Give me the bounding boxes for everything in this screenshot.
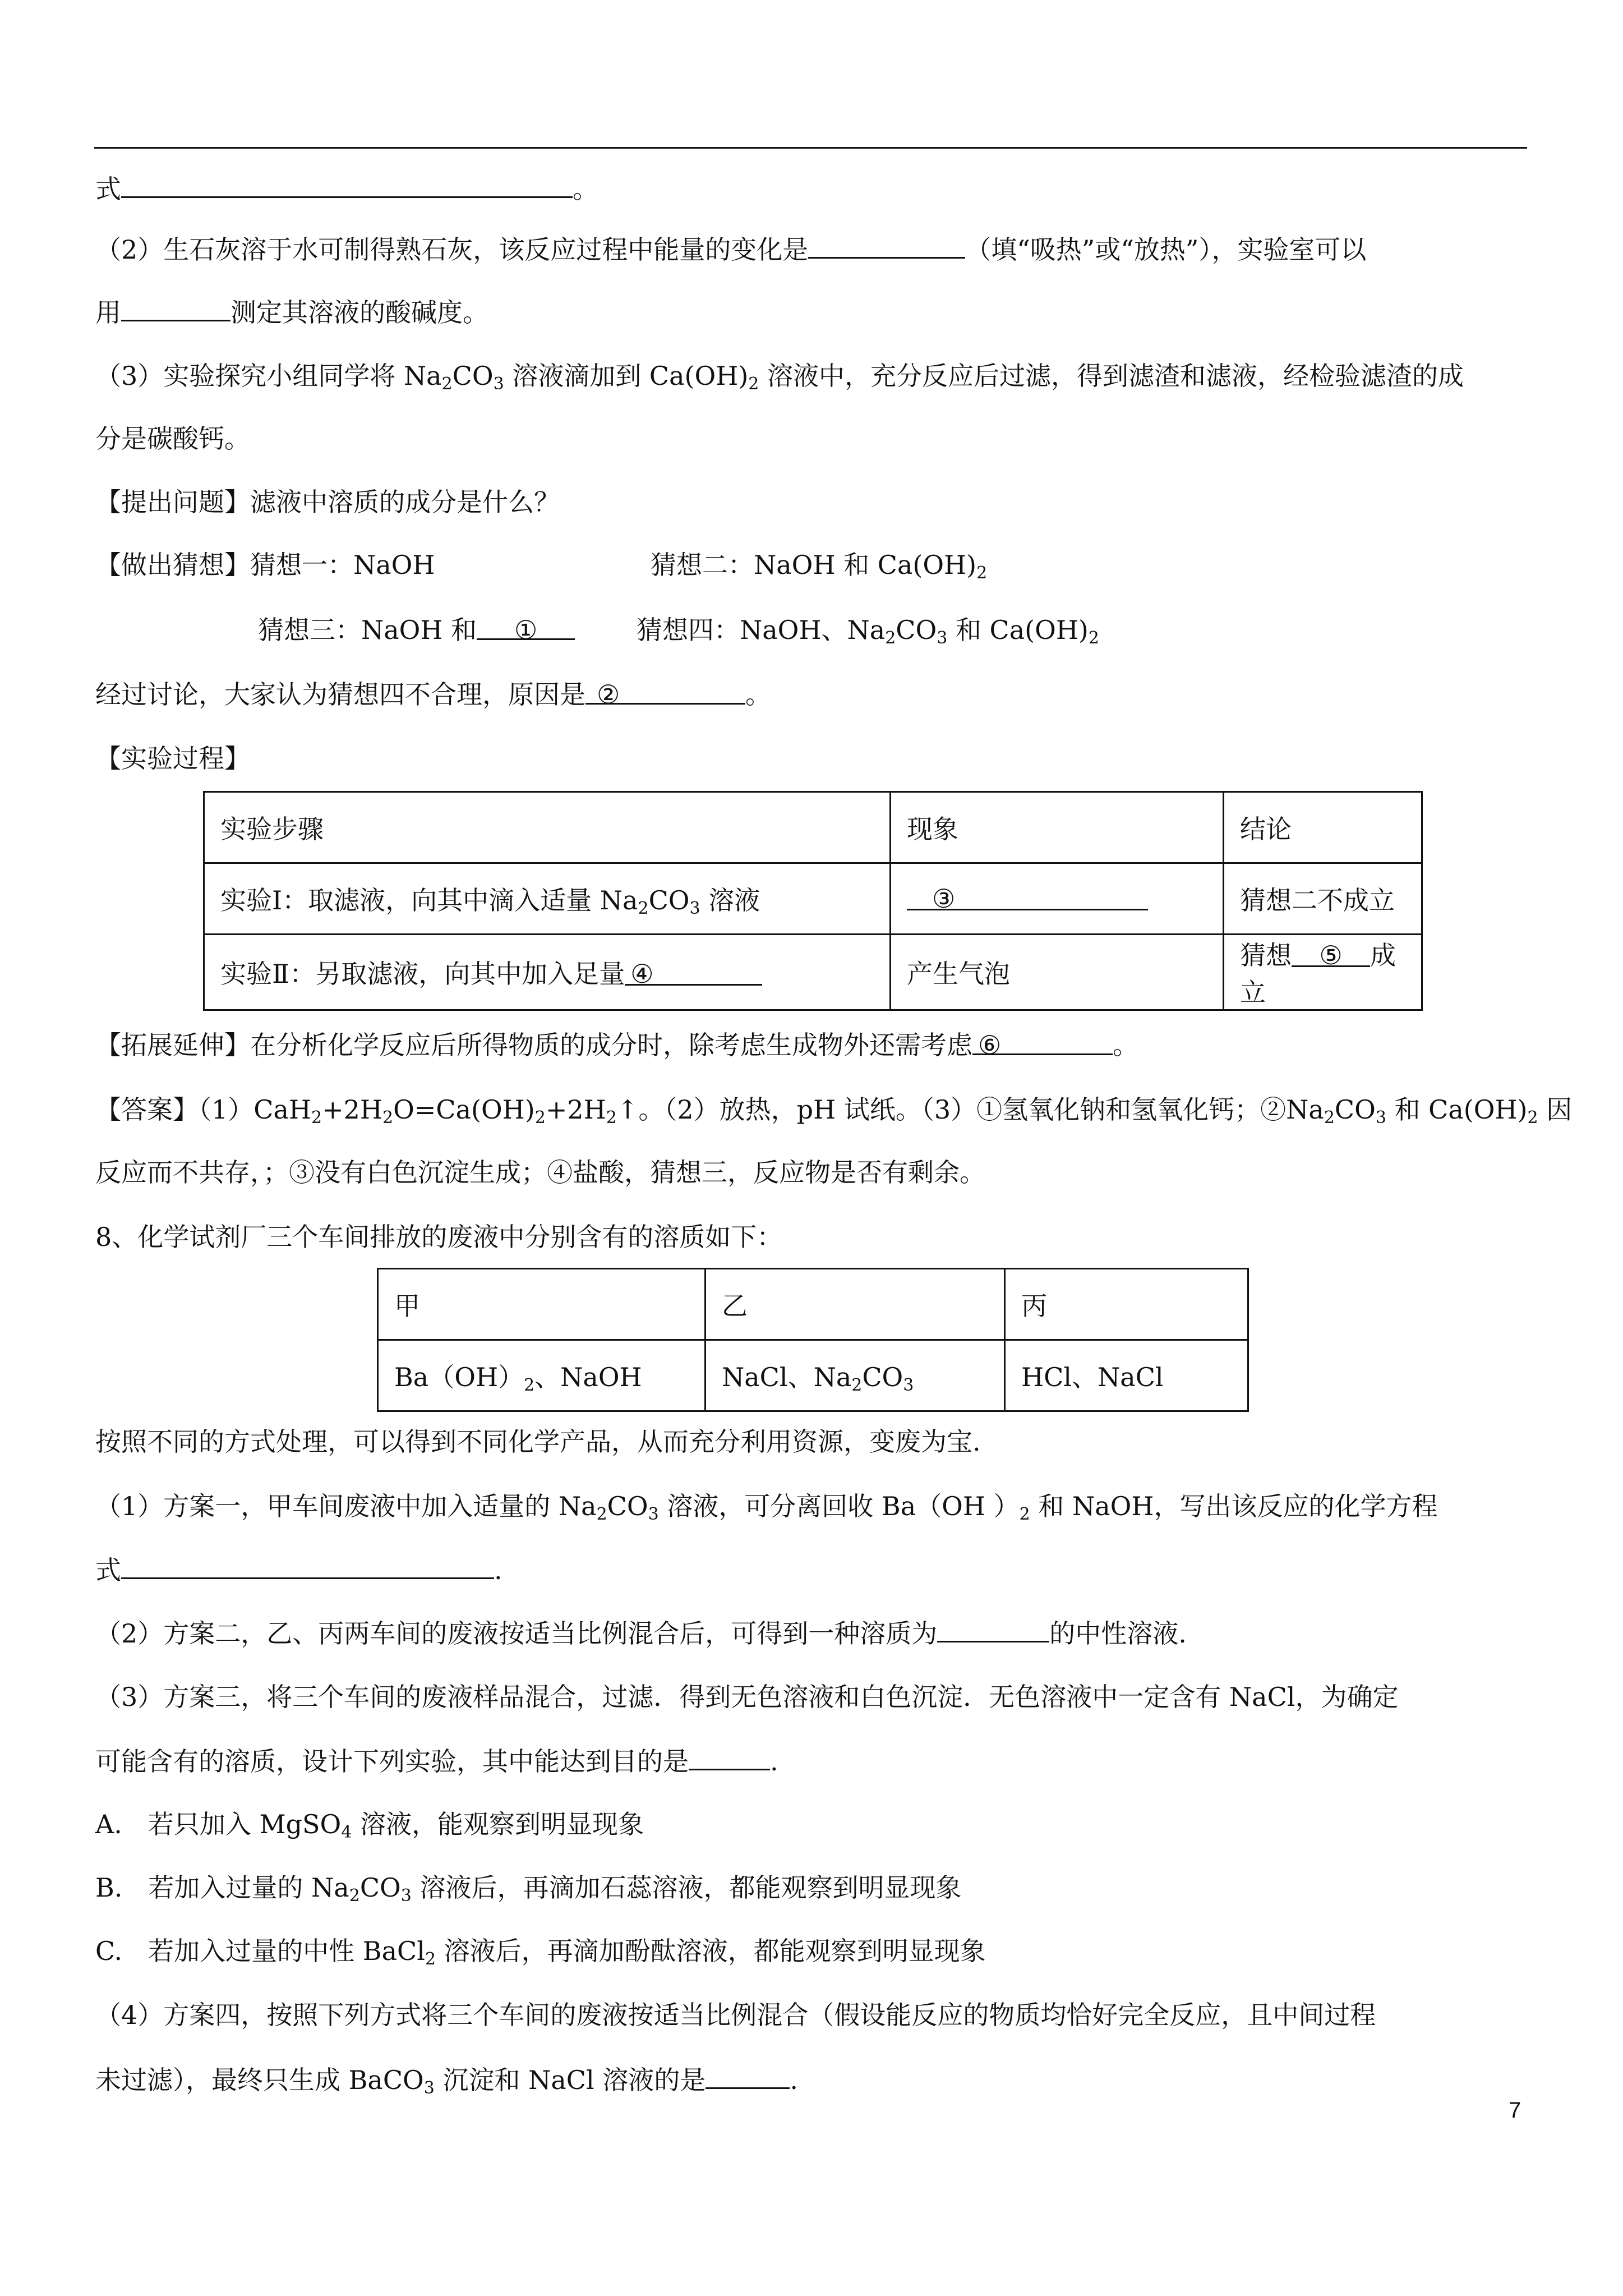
answer-blank xyxy=(121,171,573,198)
text-line xyxy=(95,678,1531,711)
guess-four: 猜想四：NaOH、$Na_2CO_3$ 和 $Ca(OH)_2$ xyxy=(637,615,1099,648)
option-c: C. 若加入过量的中性 BaCl$_2$ 溶液后，再滴加酚酞溶液，都能观察到明显现象 xyxy=(95,1936,986,1969)
table-cell: HCl、NaCl xyxy=(1005,1340,1248,1411)
subscript: 2 xyxy=(748,374,759,394)
text: 溶液滴加到 Ca(OH) xyxy=(504,361,749,391)
text: 。 xyxy=(745,679,771,710)
text-line: 可能含有的溶质，设计下列实验，其中能达到目的是 . xyxy=(95,1743,1531,1778)
text: 经过讨论，大家认为猜想四不合理，原因是 xyxy=(95,679,585,710)
table-row xyxy=(204,935,1422,1010)
text: 溶液中，充分反应后过滤，得到滤渣和滤液，经检验滤渣的成 xyxy=(759,361,1464,391)
table-cell: 产生气泡 xyxy=(891,935,1224,1010)
answer-line: 反应而不共存，；③没有白色沉淀生成；④盐酸，猜想三，反应物是否有剩余。 xyxy=(95,1157,985,1188)
table-cell: 实验Ⅱ：另取滤液，向其中加入足量 ④ xyxy=(204,935,891,1010)
answer-blank-3: ③ xyxy=(907,884,1148,910)
table-cell: NaCl、$Na_2CO_3$ xyxy=(706,1340,1005,1411)
text: 。 xyxy=(573,174,598,204)
text-line xyxy=(95,485,1531,519)
option-b: B. 若加入过量的 $Na_2CO_3$ 溶液后，再滴加石蕊溶液，都能观察到明显现象 xyxy=(95,1872,962,1906)
text: （填“吸热”或“放热”），实验室可以 xyxy=(965,234,1367,265)
text-line: （4）方案四，按照下列方式将三个车间的废液按适当比例混合（假设能反应的物质均恰好完全反应，且中间过程 xyxy=(95,2000,1376,2030)
text: 【提出问题】滤液中溶质的成分是什么？ xyxy=(95,487,560,517)
subscript: 2 xyxy=(976,563,988,583)
text-line xyxy=(95,171,1531,206)
text-line: 式 . xyxy=(95,1552,1531,1587)
header-cell: 结论 xyxy=(1224,792,1422,863)
answer-blank xyxy=(808,232,965,259)
header-rule xyxy=(94,147,1527,149)
table-cell xyxy=(891,863,1224,935)
answer-blank-2: ② xyxy=(585,678,745,705)
text-line xyxy=(95,422,1531,455)
text: 分是碳酸钙。 xyxy=(95,424,250,454)
text: （3）实验探究小组同学将 Na xyxy=(95,361,442,391)
table-header-row xyxy=(204,792,1422,863)
table-cell: 猜想 ⑤ 成立 xyxy=(1224,935,1422,1010)
text: 测定其溶液的酸碱度。 xyxy=(230,297,488,328)
text-line xyxy=(95,1028,1531,1062)
guess-two: 猜想二：NaOH 和 $Ca(OH)_2$ xyxy=(651,550,988,583)
table-cell: 实验Ⅰ：取滤液，向其中滴入适量 $Na_2CO_3$ 溶液 xyxy=(204,863,891,935)
text: （2）生石灰溶于水可制得熟石灰，该反应过程中能量的变化是 xyxy=(95,234,809,265)
table-row xyxy=(378,1340,1248,1411)
text: 【拓展延伸】在分析化学反应后所得物质的成分时，除考虑生成物外还需考虑 xyxy=(95,1030,972,1060)
table-row xyxy=(204,863,1422,935)
subscript: 3 xyxy=(493,374,504,394)
text-line xyxy=(95,359,1531,393)
experiment-table xyxy=(203,791,1423,1011)
text-line xyxy=(95,548,1531,582)
option-a: A. 若只加入 MgSO$_4$ 溶液，能观察到明显现象 xyxy=(95,1809,644,1842)
section-heading: 【实验过程】 xyxy=(95,743,250,774)
text: 。 xyxy=(1113,1030,1138,1060)
header-cell: 乙 xyxy=(706,1269,1005,1340)
table-cell: 猜想二不成立 xyxy=(1224,863,1422,935)
header-cell: 现象 xyxy=(891,792,1224,863)
answer-blank-5: ⑤ xyxy=(1292,940,1370,967)
answer-line: 【答案】$(1)CaH_2+2H_2O=Ca(OH)_2+2H_2↑$。（2）放热，pH 试纸。（3）①氢氧化钠和氢氧化钙；$②Na_2CO_3$ 和 $Ca(OH)_2$ 因 xyxy=(95,1094,1573,1128)
question-8-line: 8、化学试剂厂三个车间排放的废液中分别含有的溶质如下： xyxy=(95,1222,783,1252)
solute-table xyxy=(377,1268,1249,1412)
table-header-row xyxy=(378,1269,1248,1340)
text-line xyxy=(95,742,1531,775)
header-cell: 甲 xyxy=(378,1269,706,1340)
guess-three: 猜想三：NaOH 和 ① xyxy=(258,613,575,647)
text: 用 xyxy=(95,297,121,328)
text-line: 按照不同的方式处理，可以得到不同化学产品，从而充分利用资源，变废为宝. xyxy=(95,1427,981,1457)
text: CO xyxy=(452,361,494,391)
text-line xyxy=(95,232,1531,266)
text-line xyxy=(95,295,1531,329)
answer-blank xyxy=(937,1616,1049,1642)
text-line: （1）方案一，甲车间废液中加入适量的 $Na_2CO_3$ 溶液，可分离回收 Ba（OH ）$_2$ 和 NaOH，写出该反应的化学方程 xyxy=(95,1491,1438,1524)
table-cell: $Ba(OH)_2$、NaOH xyxy=(378,1340,706,1411)
answer-blank-1: ① xyxy=(477,613,575,640)
answer-blank xyxy=(121,295,230,321)
header-cell: 丙 xyxy=(1005,1269,1248,1340)
subscript: 2 xyxy=(441,374,453,394)
text: 式 xyxy=(95,174,121,204)
text-line: （2）方案二，乙、丙两车间的废液按适当比例混合后，可得到一种溶质为 的中性溶液. xyxy=(95,1616,1531,1650)
answer-blank xyxy=(121,1552,494,1579)
answer-blank-6: ⑥ xyxy=(972,1028,1113,1055)
header-cell: 实验步骤 xyxy=(204,792,891,863)
text: 【做出猜想】猜想一：NaOH xyxy=(95,550,435,580)
answer-blank xyxy=(689,1743,770,1770)
text-line: （3）方案三，将三个车间的废液样品混合，过滤．得到无色溶液和白色沉淀．无色溶液中一定含有 NaCl，为确定 xyxy=(95,1682,1399,1712)
text-line: 未过滤），最终只生成 BaCO$_3$ 沉淀和 NaCl 溶液的是 . xyxy=(95,2062,1531,2097)
page-number: 7 xyxy=(1509,2098,1521,2123)
answer-blank xyxy=(706,2062,790,2089)
answer-blank-4: ④ xyxy=(625,959,762,986)
